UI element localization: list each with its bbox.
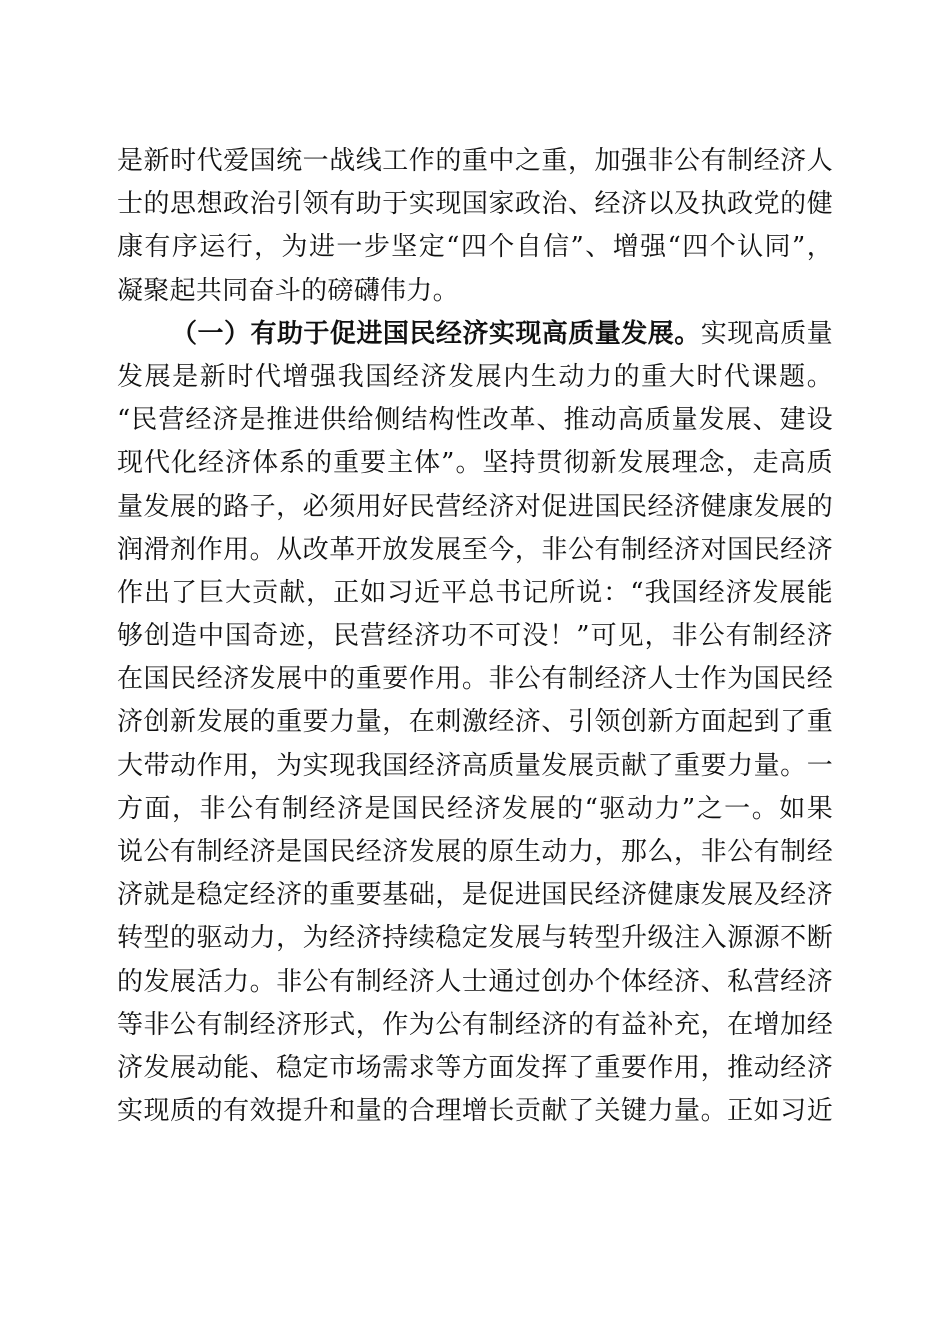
- text-line: 济发展动能、稳定市场需求等方面发挥了重要作用，推动经济: [117, 1052, 833, 1083]
- document-page: [117, 140, 833, 1133]
- section-heading: （一）有助于促进国民经济实现高质量发展。: [171, 318, 701, 349]
- text-line: 方面，非公有制经济是国民经济发展的“驱动力”之一。如果: [117, 793, 833, 824]
- text-line: 康有序运行，为进一步坚定“四个自信”、增强“四个认同”，: [117, 232, 833, 263]
- text-line: 士的思想政治引领有助于实现国家政治、经济以及执政党的健: [117, 189, 833, 220]
- text-line: 发展是新时代增强我国经济发展内生动力的重大时代课题。: [117, 361, 833, 392]
- text-line: “民营经济是推进供给侧结构性改革、推动高质量发展、建设: [117, 405, 833, 436]
- intro-paragraph: [117, 140, 833, 313]
- text-line: 在国民经济发展中的重要作用。非公有制经济人士作为国民经: [117, 664, 833, 695]
- text-line: 转型的驱动力，为经济持续稳定发展与转型升级注入源源不断: [117, 923, 833, 954]
- text-line: 大带动作用，为实现我国经济高质量发展贡献了重要力量。一: [117, 750, 833, 781]
- section-heading-line: [117, 313, 833, 356]
- text-line: 的发展活力。非公有制经济人士通过创办个体经济、私营经济: [117, 966, 833, 997]
- text-line: 说公有制经济是国民经济发展的原生动力，那么，非公有制经: [117, 837, 833, 867]
- text-line: 量发展的路子，必须用好民营经济对促进国民经济健康发展的: [117, 491, 833, 522]
- text-line: 作出了巨大贡献，正如习近平总书记所说：“我国经济发展能: [117, 577, 833, 608]
- text-line: 济就是稳定经济的重要基础，是促进国民经济健康发展及经济: [117, 880, 833, 911]
- text-line: 等非公有制经济形式，作为公有制经济的有益补充，在增加经: [117, 1009, 833, 1040]
- text-line: 实现质的有效提升和量的合理增长贡献了关键力量。正如习近: [117, 1096, 833, 1127]
- text-line: 是新时代爱国统一战线工作的重中之重，加强非公有制经济人: [117, 146, 833, 176]
- section-first-line-text: 实现高质量: [700, 318, 833, 349]
- text-line: 润滑剂作用。从改革开放发展至今，非公有制经济对国民经济: [117, 534, 833, 565]
- section-one-paragraph: [117, 313, 833, 1134]
- text-line: 凝聚起共同奋斗的磅礴伟力。: [117, 275, 459, 306]
- text-line: 济创新发展的重要力量，在刺激经济、引领创新方面起到了重: [117, 707, 833, 738]
- text-line: 现代化经济体系的重要主体”。坚持贯彻新发展理念，走高质: [117, 448, 833, 479]
- text-line: 够创造中国奇迹，民营经济功不可没！”可见，非公有制经济: [117, 621, 833, 652]
